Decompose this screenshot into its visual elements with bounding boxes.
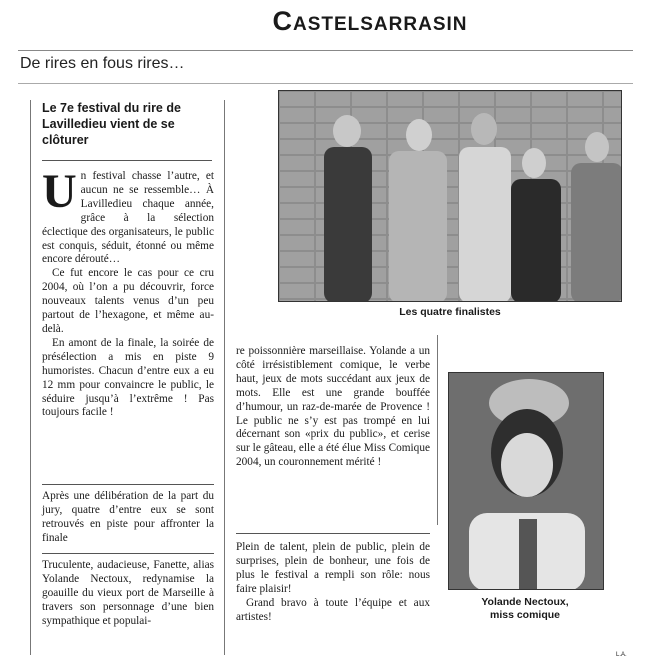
author-signature: L.A.	[616, 652, 627, 658]
article-lede: Le 7e festival du rire de Lavilledieu vient de se clôturer	[42, 101, 181, 147]
finalists-photo	[278, 90, 622, 302]
paragraph-8: Grand bravo à toute l’équipe et aux artistes!	[236, 596, 430, 623]
paragraph-3: En amont de la finale, la soirée de présélection a mis en piste 9 humoristes. Chacun d’entre eux a eu 12 mm pour convaincre le public, le séduire jusqu’à l’extrême ! Pas toujours facile !	[42, 336, 214, 419]
column-divider-right	[437, 335, 438, 525]
column-divider-middle	[224, 100, 225, 655]
finalists-caption: Les quatre finalistes	[399, 306, 501, 318]
column-divider-left	[30, 100, 31, 655]
miss-comique-photo-image	[449, 373, 604, 590]
section-title: De rires en fous rires…	[20, 55, 185, 72]
paragraph-1: n festival chasse l’autre, et aucun ne se ressemble… À Lavilledieu chaque année, grâce à la sélection éclectique des organisateurs, le public est conquis, séduit, étonné ou même encore dérouté…	[42, 170, 214, 266]
masthead-rule	[18, 50, 633, 51]
paragraph-5: Truculente, audacieuse, Fanette, alias Yolande Nectoux, redynamise la goauille du vieux port de Marseille à travers son personnage d’une bien sympathique et populai-	[42, 559, 214, 627]
paragraph-2: Ce fut encore le cas pour ce cru 2004, où l’on a pu découvrir, force nouveaux talents venus d’un peu partout de l’hexagone, et même au-delà.	[42, 267, 214, 335]
masthead: Castelsarrasin	[272, 6, 468, 36]
finalists-photo-image	[279, 91, 622, 302]
paragraph-rule-3	[236, 533, 430, 534]
miss-comique-caption-line-2: miss comique	[489, 608, 561, 621]
article-column-1-part-3	[42, 559, 214, 629]
miss-comique-caption	[450, 596, 600, 621]
paragraph-rule-1	[42, 484, 214, 485]
miss-comique-photo	[448, 372, 604, 590]
article-column-2	[236, 345, 430, 470]
miss-comique-caption-line-1: Yolande Nectoux,	[481, 596, 569, 608]
paragraph-rule-2	[42, 553, 214, 554]
article-column-2-part-2	[236, 541, 430, 624]
paragraph-6: re poissonnière marseillaise. Yolande a un côté irrésistiblement comique, le verbe haut, jeux de mots succédant aux jeux de mots. Elle est une grande bouffée d’humour, un raz-de-marée de Provence ! Le public ne s’y est pas trompé en lui décernant son «prix du public», et cerise sur le gâteau, elle a été élue Miss Comique 2004, un couronnement mérité !	[236, 345, 430, 469]
drop-cap: U	[42, 165, 77, 218]
paragraph-4: Après une délibération de la part du jury, quatre d’entre eux se sont retrouvés en piste pour affronter la finale	[42, 490, 214, 544]
section-rule	[18, 83, 633, 84]
lede-rule	[42, 160, 212, 161]
article-column-1-part-2	[42, 490, 214, 546]
paragraph-7: Plein de talent, plein de public, plein de surprises, plein de bonheur, une fois de plus le festival a rempli son rôle: nous faire plaisir!	[236, 541, 430, 595]
article-column-1	[42, 165, 214, 420]
